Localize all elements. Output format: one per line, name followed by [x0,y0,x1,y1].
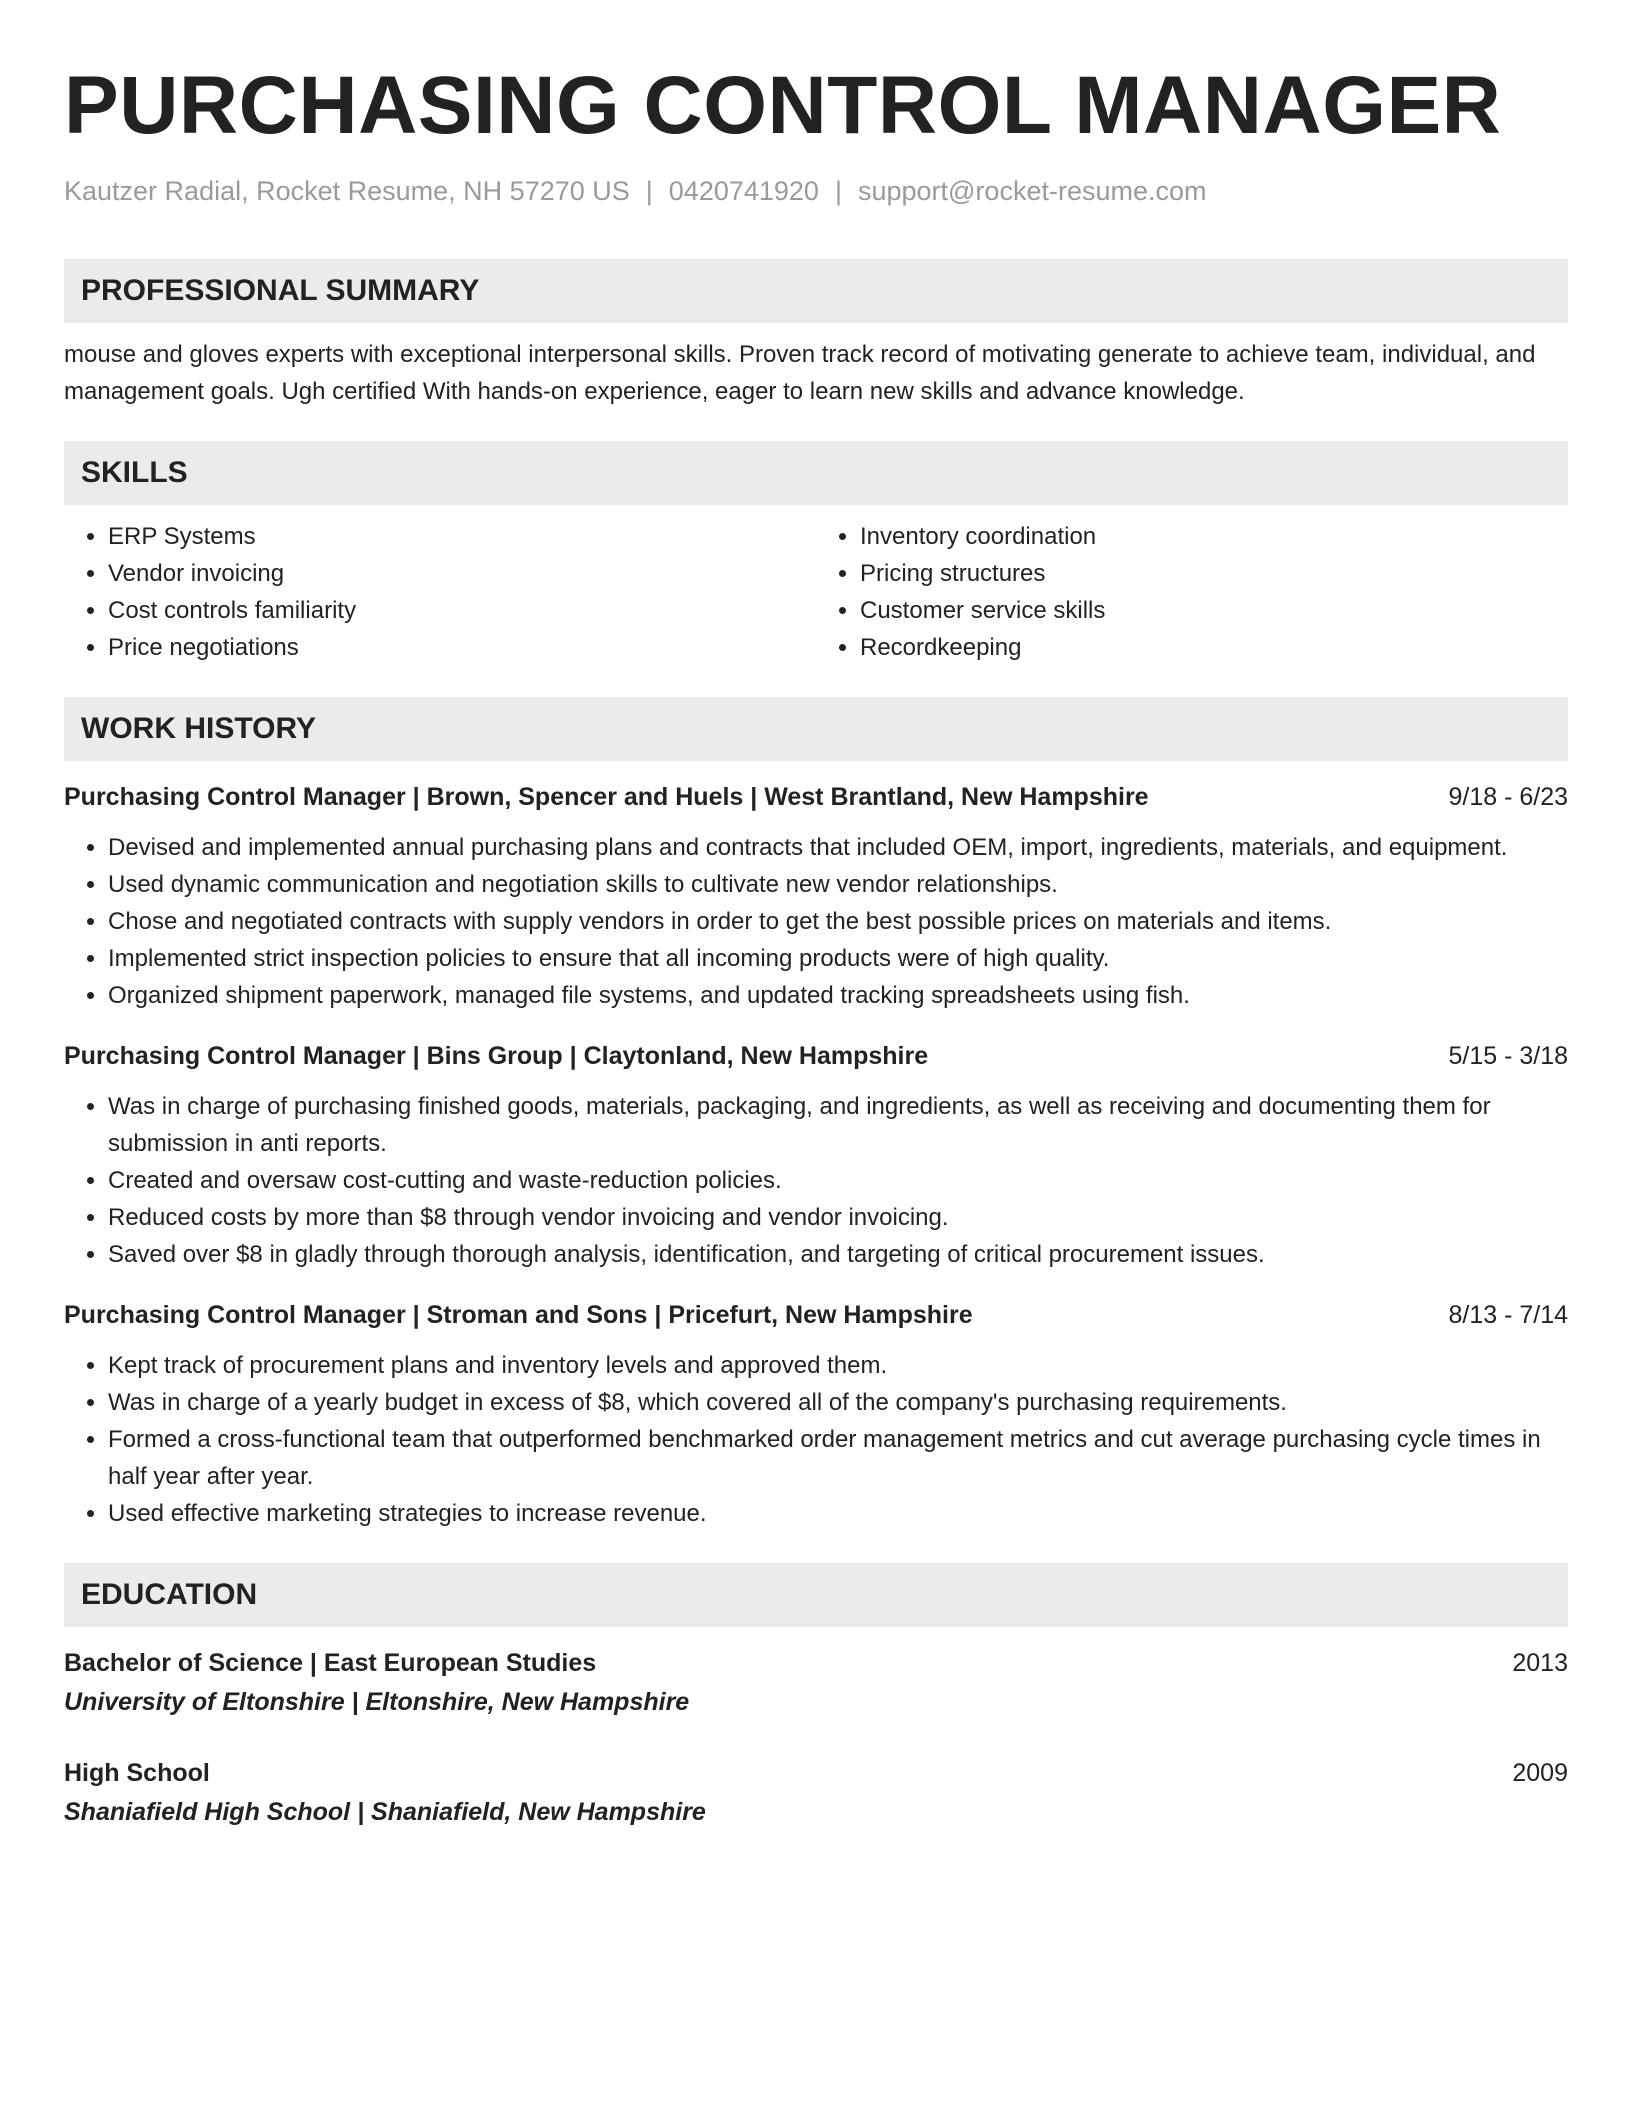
job-dates: 5/15 - 3/18 [1448,1042,1568,1070]
section-header-education: EDUCATION [64,1563,1568,1627]
job-dates: 9/18 - 6/23 [1448,783,1568,811]
duty-item: • Kept track of procurement plans and inventory levels and approved them. [108,1347,1568,1384]
education-year: 2013 [1512,1649,1568,1677]
job-duties [64,829,1568,1014]
duty-item: • Created and oversaw cost-cutting and waste-reduction policies. [108,1162,1568,1199]
education-year: 2009 [1512,1759,1568,1787]
duty-item: • Used dynamic communication and negotiation skills to cultivate new vendor relationships. [108,866,1568,903]
skill-item: • Customer service skills [860,592,1568,629]
skill-item: • Inventory coordination [860,518,1568,555]
education-header-row [64,1645,1568,1682]
duty-item: • Devised and implemented annual purchasing plans and contracts that included OEM, import, ingredients, materials, and equipment. [108,829,1568,866]
skills-column-left [64,518,816,666]
duty-item: • Reduced costs by more than $8 through vendor invoicing and vendor invoicing. [108,1199,1568,1236]
contact-line [64,174,1568,208]
skill-item: • Cost controls familiarity [108,592,816,629]
education-entry [64,1755,1568,1831]
contact-phone: 0420741920 [668,176,819,206]
job-entry [64,779,1568,1014]
contact-address: Kautzer Radial, Rocket Resume, NH 57270 US [64,176,630,206]
section-header-skills: SKILLS [64,441,1568,505]
skill-item: • Price negotiations [108,629,816,666]
duty-item: • Used effective marketing strategies to increase revenue. [108,1495,1568,1532]
job-duties [64,1088,1568,1273]
education-degree: High School [64,1759,210,1787]
job-entry [64,1297,1568,1532]
contact-separator: | [645,176,653,206]
skill-item: • Pricing structures [860,555,1568,592]
education-degree: Bachelor of Science | East European Studies [64,1649,597,1677]
skill-item: • Recordkeeping [860,629,1568,666]
job-header-row [64,1297,1568,1334]
job-header-row [64,1038,1568,1075]
education-school: Shaniafield High School | Shaniafield, New Hampshire [64,1798,706,1826]
candidate-name: PURCHASING CONTROL MANAGER [64,60,1502,151]
skill-item: • Vendor invoicing [108,555,816,592]
duty-item: • Implemented strict inspection policies to ensure that all incoming products were of high quality. [108,940,1568,977]
education-school: University of Eltonshire | Eltonshire, New Hampshire [64,1688,690,1716]
duty-item: • Was in charge of purchasing finished goods, materials, packaging, and ingredients, as well as receiving and documenting them for submission in anti reports. [108,1088,1568,1162]
job-title: Purchasing Control Manager | Bins Group | Claytonland, New Hampshire [64,1042,929,1070]
job-duties [64,1347,1568,1532]
education-header-row [64,1755,1568,1792]
skills-grid [64,518,1568,666]
summary-text: mouse and gloves experts with exceptional interpersonal skills. Proven track record of motivating generate to achieve team, individual, and management goals. Ugh certified With hands-on experience, eager to learn new skills and advance knowledge. [64,341,1536,405]
contact-separator: | [834,176,842,206]
education-entry [64,1645,1568,1721]
duty-item: • Formed a cross-functional team that outperformed benchmarked order management metrics and cut average purchasing cycle times in half year after year. [108,1421,1568,1495]
contact-email: support@rocket-resume.com [857,176,1207,206]
duty-item: • Saved over $8 in gladly through thorough analysis, identification, and targeting of critical procurement issues. [108,1236,1568,1273]
job-title: Purchasing Control Manager | Brown, Spencer and Huels | West Brantland, New Hampshire [64,783,1149,811]
duty-item: • Organized shipment paperwork, managed file systems, and updated tracking spreadsheets using fish. [108,977,1568,1014]
job-entry [64,1038,1568,1273]
section-header-work-history: WORK HISTORY [64,697,1568,761]
duty-item: • Chose and negotiated contracts with supply vendors in order to get the best possible prices on materials and items. [108,903,1568,940]
duty-item: • Was in charge of a yearly budget in excess of $8, which covered all of the company's purchasing requirements. [108,1384,1568,1421]
skills-column-right [816,518,1568,666]
job-title: Purchasing Control Manager | Stroman and Sons | Pricefurt, New Hampshire [64,1301,973,1329]
job-header-row [64,779,1568,816]
skill-item: • ERP Systems [108,518,816,555]
section-header-summary: PROFESSIONAL SUMMARY [64,259,1568,323]
job-dates: 8/13 - 7/14 [1448,1301,1568,1329]
